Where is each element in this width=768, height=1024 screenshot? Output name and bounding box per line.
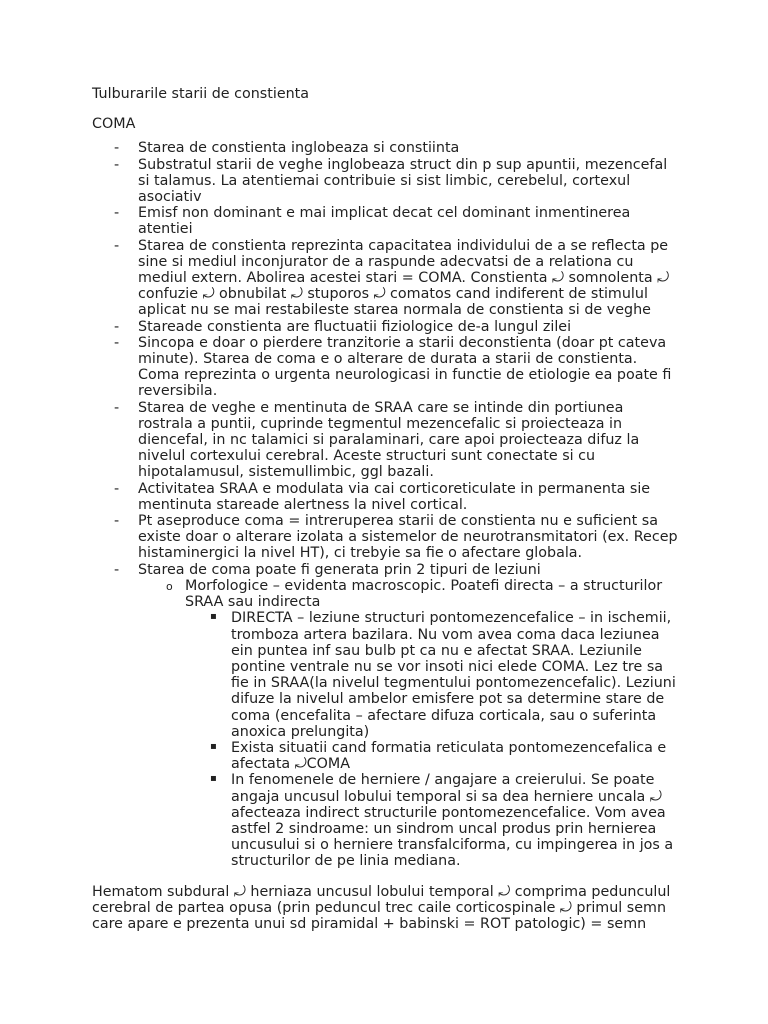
square-marker: ▪ — [210, 773, 217, 785]
dash-marker: - — [114, 334, 120, 351]
sub-list-item: o Morfologice – evidenta macroscopic. Poatefi directa – a structurilor SRAA sau indirecta ▪ DIRECTA – leziune structuri pontomezencefalice – in ischemii, tromboza artera bazilara. Nu vom avea coma daca leziunea ein puntea inf sau bulb pt ca nu e afectat SRAA. Leziunile pontine ventrale nu se vor insoti nici elede COMA. Lez tre sa fie in SRAA(la nivelul tegmentului pontomezencefalic). Leziuni difuze la nivelul ambelor emisfere pot sa determine stare de coma (encefalita – afectare difuza corticala, sau o suferinta anoxica prelungita) ▪ Exista situatii cand formatia reticulata pontomezencefalica e afectata ⤾COMA ▪ In fenomenele de herniere / angajare a creierului. Se poate angaja uncusul lobului temporal si sa dea herniere uncala ⤾ afecteaza indirect structurile pontomezencefalice. Vom avea astfel 2 sindroame: un sindrom uncal produs prin hernierea uncusului si o herniere transfalciforma, cu impingerea in jos a structurilor de pe linia mediana. — [116, 578, 682, 870]
list-item: - Starea de constienta inglobeaza si constiinta — [114, 140, 460, 157]
document-title: Tulburarile starii de constienta — [92, 86, 310, 102]
sub-sub-list-item: ▪ In fenomenele de herniere / angajare a creierului. Se poate angaja uncusul lobului temporal si sa dea herniere uncala ⤾ afecteaza indirect structurile pontomezencefalice. Vom avea astfel 2 sindroame: un sindrom uncal produs prin hernierea uncusului si o herniere transfalciforma, cu impingerea in jos a structurilor de pe linia mediana. — [210, 772, 674, 870]
list-item: - Substratul starii de veghe inglobeaza struct din p sup apuntii, mezencefal si talamus. La atentiemai contribuie si sist limbic, cerebelul, cortexul asociativ — [114, 156, 668, 206]
list-item: - Starea de veghe e mentinuta de SRAA care se intinde din portiunea rostrala a puntii, cuprinde tegmentul mezencefalic si proiecteaza in diencefal, in nc talamici si paralaminari, care apoi proiecteaza difuz la nivelul cortexului cerebral. Aceste structuri sunt conectate si cu hipotalamusul, sistemullimbic, ggl bazali. — [114, 399, 640, 481]
dash-marker: - — [114, 156, 120, 173]
sub-sub-bullet-list — [163, 610, 682, 869]
body-paragraph: Hematom subdural ⤾ herniaza uncusul lobului temporal ⤾ comprima pedunculul cerebral de partea opusa (prin peduncul trec caile corticospinale ⤾ primul semn care apare e prezenta unui sd piramidal + babinski = ROT patologic) = semn — [92, 883, 671, 932]
square-marker: ▪ — [210, 611, 217, 623]
dash-marker: - — [114, 399, 120, 416]
list-item: - Starea de constienta reprezinta capacitatea individului de a se reflecta pe sine si mediul inconjurator de a raspunde adecvatsi de a relationa cu mediul extern. Abolirea acestei stari = COMA. Constienta ⤾ somnolenta ⤾ confuzie ⤾ obnubilat ⤾ stuporos ⤾ comatos cand indiferent de stimulul aplicat nu se mai restabileste starea normala de constienta si de veghe — [114, 237, 670, 319]
list-item: - Stareade constienta are fluctuatii fiziologice de-a lungul zilei — [114, 318, 572, 335]
list-item: - Sincopa e doar o pierdere tranzitorie a starii deconstienta (doar pt cateva minute). Starea de coma e o alterare de durata a starii de constienta. Coma reprezinta o urgenta neurologicasi in functie de etiologie ea poate fi reversibila. — [114, 334, 672, 400]
dash-marker: - — [114, 513, 120, 530]
dash-marker: - — [114, 237, 120, 254]
square-marker: ▪ — [210, 740, 217, 752]
list-item: - Starea de coma poate fi generata prin 2 tipuri de leziuni o Morfologice – evidenta macroscopic. Poatefi directa – a structurilor SRAA sau indirecta ▪ DIRECTA – leziune structuri pontomezencefalice – in ischemii, tromboza artera bazilara. Nu vom avea coma daca leziunea ein puntea inf sau bulb pt ca nu e afectat SRAA. Leziunile pontine ventrale nu se vor insoti nici elede COMA. Lez tre sa fie in SRAA(la nivelul tegmentului pontomezencefalic). Leziuni difuze la nivelul ambelor emisfere pot sa determine stare de coma (encefalita – afectare difuza corticala, sau o suferinta anoxica prelungita) ▪ Exista situatii cand formatia reticulata pontomezencefalica e afectata ⤾COMA ▪ In fenomenele de herniere / angajare a creierului. Se poate angaja uncusul lobului temporal si sa dea herniere uncala ⤾ afecteaza indirect structurile pontomezencefalice. Vom avea astfel 2 sindroame: un sindrom uncal produs prin hernierea uncusului si o herniere transfalciforma, cu impingerea in jos a structurilor de pe linia mediana. — [92, 562, 682, 870]
section-heading: COMA — [92, 116, 136, 133]
dash-marker: - — [114, 561, 120, 578]
list-item: - Pt aseproduce coma = intreruperea starii de constienta nu e suficient sa existe doar o alterare izolata a sistemelor de neurotransmitatori (ex. Recep histaminergici la nivel HT), ci trebyie sa fie o afectare globala. — [114, 513, 678, 562]
circle-marker: o — [166, 579, 173, 593]
dash-marker: - — [114, 140, 120, 157]
dash-marker: - — [114, 480, 120, 497]
dash-marker: - — [114, 205, 120, 222]
dash-marker: - — [114, 318, 120, 335]
sub-sub-list-item: ▪ Exista situatii cand formatia reticulata pontomezencefalica e afectata ⤾COMA — [210, 739, 667, 773]
list-item: - Activitatea SRAA e modulata via cai corticoreticulate in permanenta sie mentinuta stareade alertness la nivel cortical. — [114, 480, 651, 513]
document-page — [92, 86, 682, 932]
sub-sub-list-item: ▪ DIRECTA – leziune structuri pontomezencefalice – in ischemii, tromboza artera bazilara. Nu vom avea coma daca leziunea ein puntea inf sau bulb pt ca nu e afectat SRAA. Leziunile pontine ventrale nu se vor insoti nici elede COMA. Lez tre sa fie in SRAA(la nivelul tegmentului pontomezencefalic). Leziuni difuze la nivelul ambelor emisfere pot sa determine stare de coma (encefalita – afectare difuza corticala, sau o suferinta anoxica prelungita) — [210, 610, 676, 740]
sub-bullet-list — [116, 578, 682, 870]
list-item: - Emisf non dominant e mai implicat decat cel dominant inmentinerea atentiei — [114, 205, 631, 238]
bullet-list — [92, 140, 682, 869]
